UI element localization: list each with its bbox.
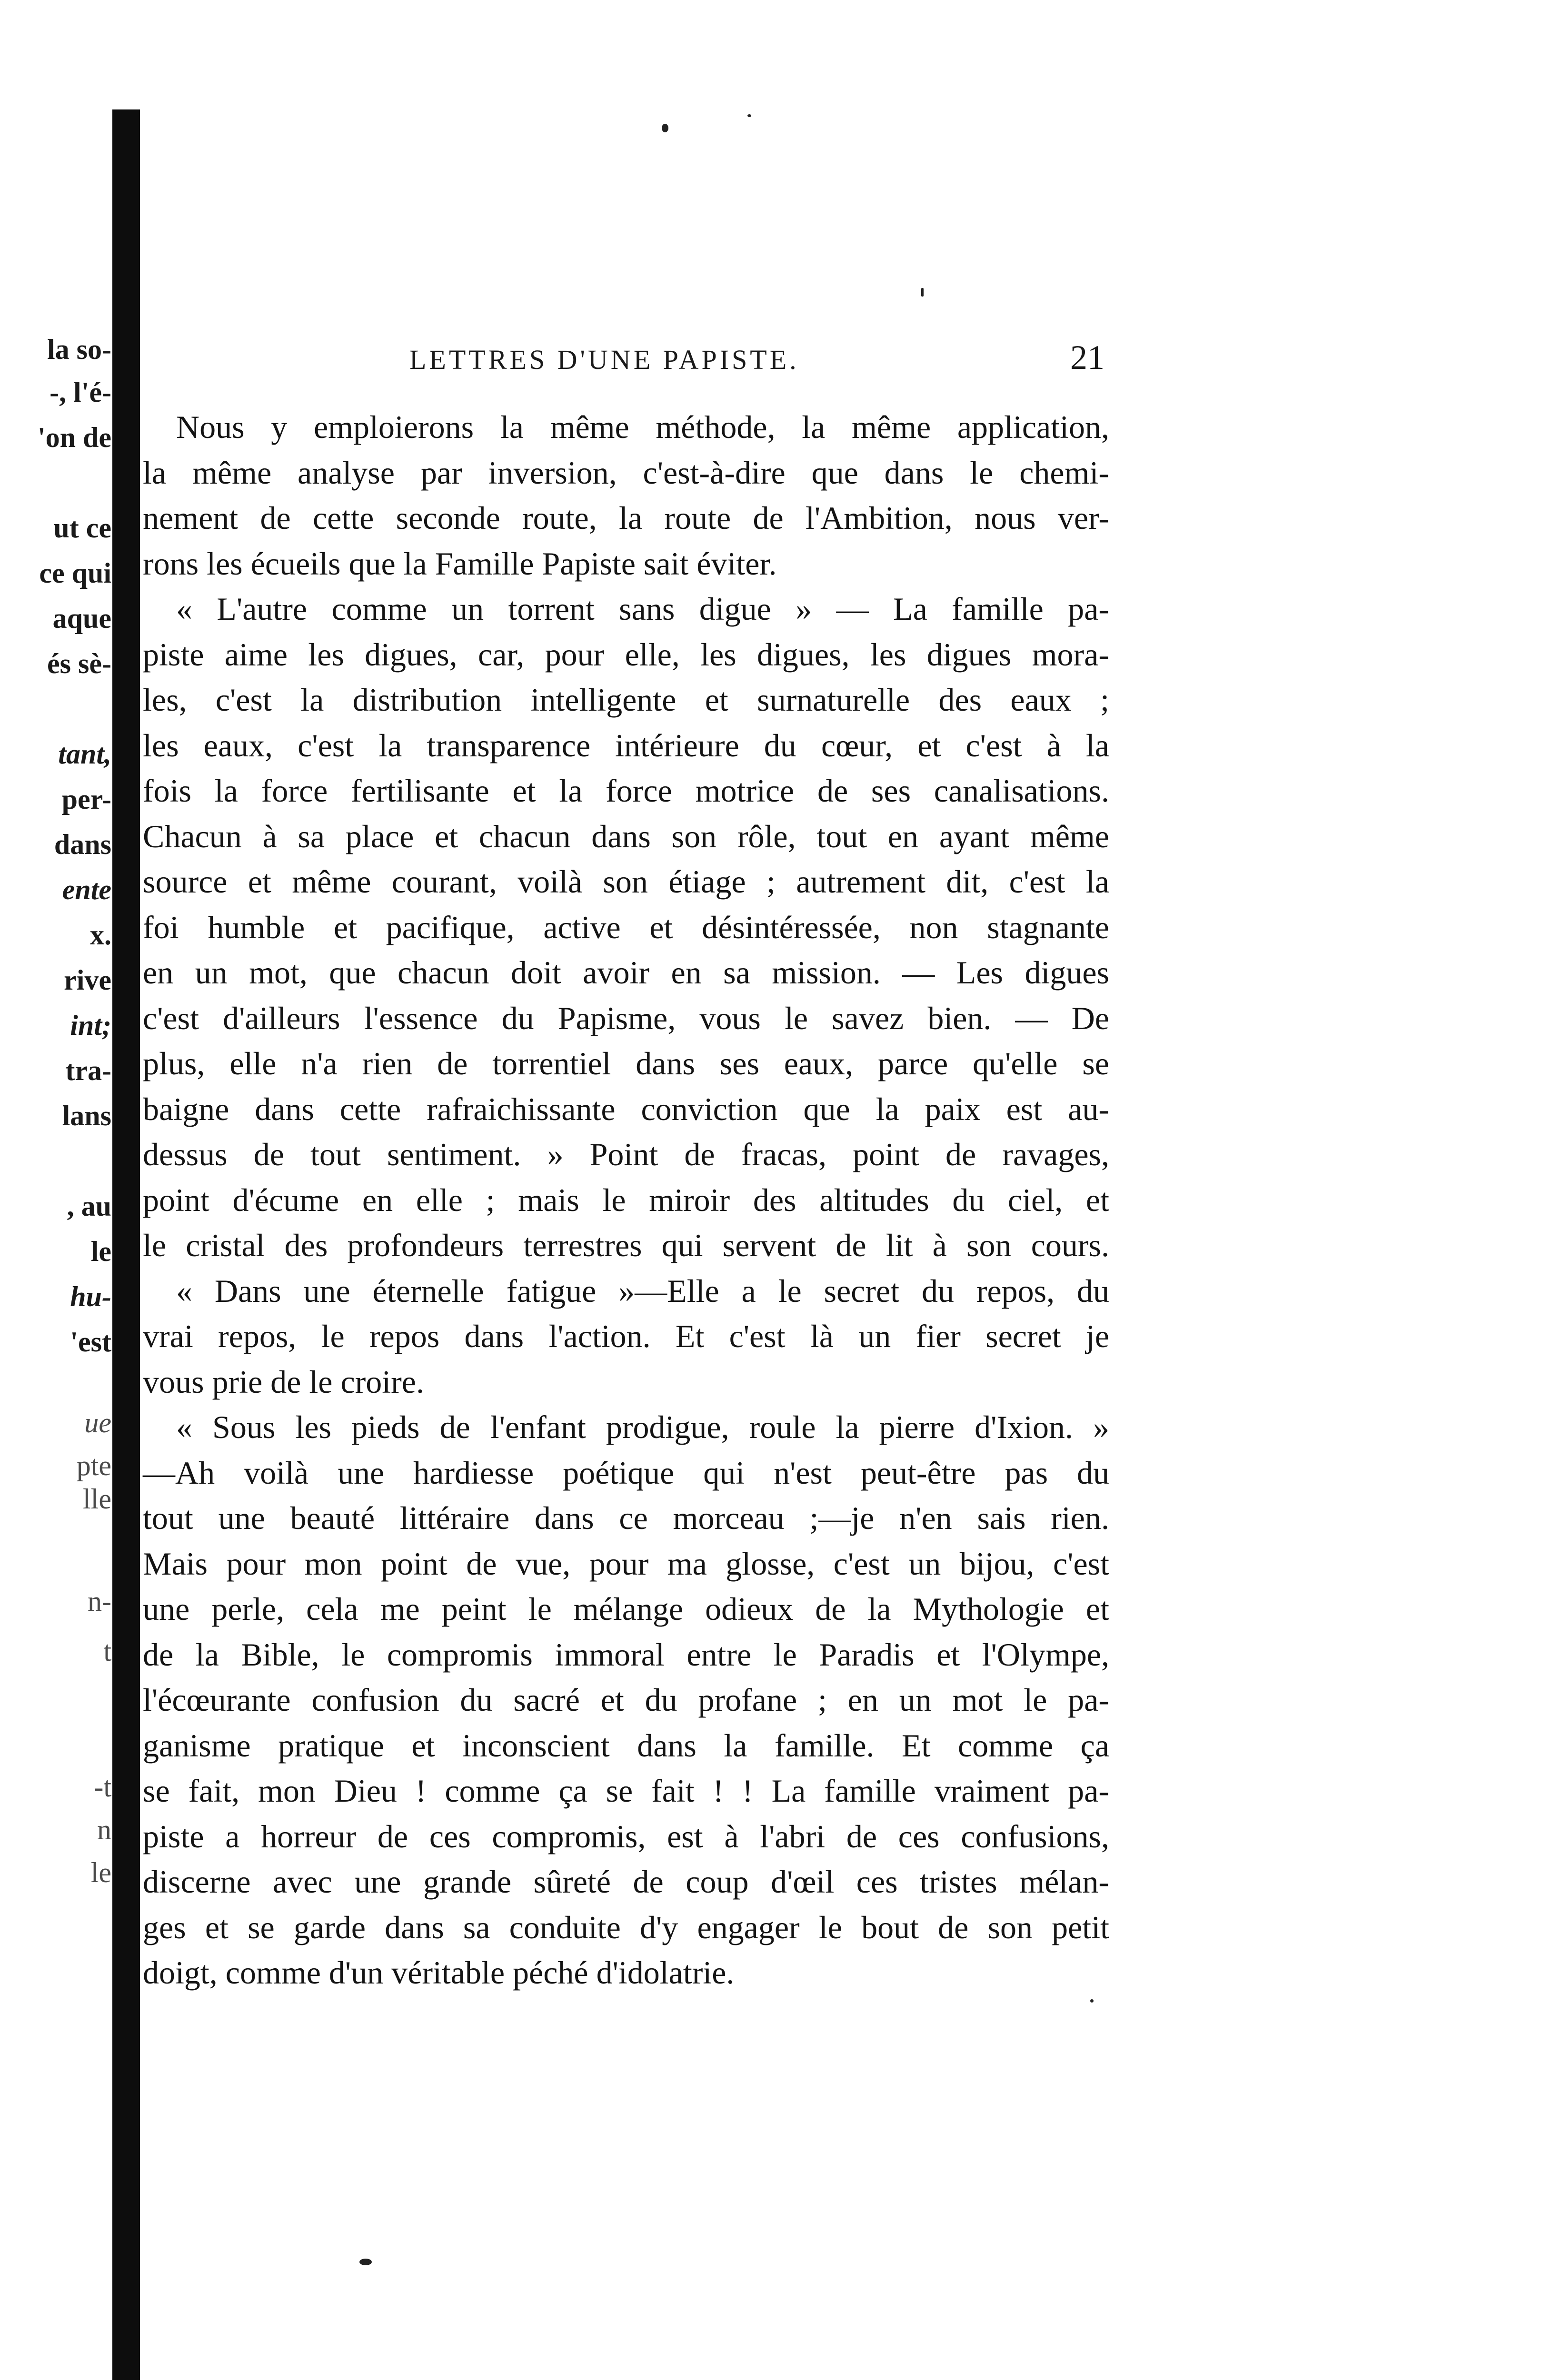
text-line: dessus de tout sentiment. » Point de fracas, point de ravages, [143, 1136, 1109, 1172]
text-line: une perle, cela me peint le mélange odieux de la Mythologie et [143, 1591, 1109, 1627]
text-line: Nous y emploierons la même méthode, la même application, [176, 409, 1109, 445]
ink-speck [1090, 1999, 1094, 2003]
facing-page-bleed [0, 0, 114, 2380]
margin-fragment: lans [62, 1100, 111, 1131]
margin-fragment: x. [90, 919, 111, 951]
margin-fragment: lle [83, 1483, 111, 1515]
margin-fragment: aque [52, 603, 111, 634]
text-line: « Dans une éternelle fatigue »—Elle a le secret du repos, du [176, 1272, 1109, 1309]
margin-fragment: tra- [65, 1055, 111, 1086]
ink-speck [921, 288, 924, 297]
text-line: —Ah voilà une hardiesse poétique qui n'est peut-être pas du [143, 1454, 1109, 1491]
margin-fragment: ue [84, 1407, 111, 1438]
text-line: « Sous les pieds de l'enfant prodigue, roule la pierre d'Ixion. » [176, 1409, 1109, 1445]
binding-shadow [112, 109, 140, 2380]
margin-fragment: hu- [70, 1281, 111, 1312]
text-line: ganisme pratique et inconscient dans la famille. Et comme ça [143, 1727, 1109, 1764]
text-line: ges et se garde dans sa conduite d'y engager le bout de son petit [143, 1909, 1109, 1945]
text-line: vous prie de le croire. [143, 1363, 424, 1400]
text-line: l'écœurante confusion du sacré et du profane ; en un mot le pa- [143, 1682, 1109, 1718]
text-line: piste a horreur de ces compromis, est à l'abri de ces confusions, [143, 1818, 1109, 1854]
page-number: 21 [1070, 338, 1104, 377]
text-line: rons les écueils que la Famille Papiste sait éviter. [143, 545, 777, 582]
text-line: Chacun à sa place et chacun dans son rôle, tout en ayant même [143, 818, 1109, 854]
text-line: baigne dans cette rafraichissante conviction que la paix est au- [143, 1091, 1109, 1127]
text-line: se fait, mon Dieu ! comme ça se fait ! ! La famille vraiment pa- [143, 1773, 1109, 1809]
paragraph [143, 405, 1109, 586]
margin-fragment: 'est [70, 1326, 111, 1358]
margin-fragment: pte [76, 1450, 111, 1481]
margin-fragment: tant, [58, 738, 111, 770]
ink-speck [359, 2259, 372, 2265]
ink-speck [747, 114, 751, 117]
margin-fragment: t [103, 1636, 111, 1667]
margin-fragment: -, l'é- [50, 377, 111, 408]
margin-fragment: per- [61, 783, 111, 815]
text-line: c'est d'ailleurs l'essence du Papisme, vous le savez bien. — De [143, 1000, 1109, 1036]
margin-fragment: le [90, 1857, 111, 1888]
margin-fragment: n- [88, 1586, 111, 1617]
margin-fragment: és sè- [47, 648, 111, 679]
text-line: les, c'est la distribution intelligente et surnaturelle des eaux ; [143, 682, 1109, 718]
margin-fragment: n [97, 1814, 111, 1845]
text-line: le cristal des profondeurs terrestres qui servent de lit à son cours. [143, 1227, 1109, 1263]
margin-fragment: le [90, 1236, 111, 1267]
text-line: source et même courant, voilà son étiage ; autrement dit, c'est la [143, 863, 1109, 900]
text-line: la même analyse par inversion, c'est-à-dire que dans le chemi- [143, 454, 1109, 491]
paragraph [143, 1405, 1109, 1996]
text-line: de la Bible, le compromis immoral entre le Paradis et l'Olympe, [143, 1636, 1109, 1673]
text-line: discerne avec une grande sûreté de coup d'œil ces tristes mélan- [143, 1864, 1109, 1900]
ink-speck [662, 124, 668, 132]
text-line: plus, elle n'a rien de torrentiel dans ses eaux, parce qu'elle se [143, 1045, 1109, 1081]
margin-fragment: , au [67, 1190, 111, 1222]
text-line: les eaux, c'est la transparence intérieure du cœur, et c'est à la [143, 727, 1109, 764]
running-header [143, 338, 1104, 390]
text-line: tout une beauté littéraire dans ce morceau ;—je n'en sais rien. [143, 1500, 1109, 1536]
text-line: foi humble et pacifique, active et désintéressée, non stagnante [143, 909, 1109, 945]
text-line: en un mot, que chacun doit avoir en sa mission. — Les digues [143, 954, 1109, 991]
margin-fragment: int; [70, 1010, 111, 1041]
running-title: LETTRES D'UNE PAPISTE. [409, 344, 799, 375]
text-line: vrai repos, le repos dans l'action. Et c'est là un fier secret je [143, 1318, 1109, 1354]
text-line: piste aime les digues, car, pour elle, les digues, les digues mora- [143, 636, 1109, 673]
paragraph [143, 586, 1109, 1269]
text-line: fois la force fertilisante et la force motrice de ses canalisations. [143, 773, 1109, 809]
margin-fragment: rive [64, 964, 111, 996]
margin-fragment: la so- [47, 334, 111, 365]
margin-fragment: dans [54, 829, 111, 860]
margin-fragment: ce qui [39, 557, 111, 589]
text-line: point d'écume en elle ; mais le miroir des altitudes du ciel, et [143, 1181, 1109, 1218]
text-line: « L'autre comme un torrent sans digue » — La famille pa- [176, 591, 1109, 627]
margin-fragment: 'on de [37, 422, 111, 453]
text-line: Mais pour mon point de vue, pour ma glosse, c'est un bijou, c'est [143, 1545, 1109, 1582]
paragraph [143, 1269, 1109, 1405]
text-line: nement de cette seconde route, la route de l'Ambition, nous ver- [143, 500, 1109, 536]
body-text [143, 405, 1109, 1996]
margin-fragment: -t [94, 1771, 111, 1803]
margin-fragment: ente [62, 874, 111, 905]
text-line: doigt, comme d'un véritable péché d'idolatrie. [143, 1954, 735, 1991]
margin-fragment: ut ce [53, 512, 111, 544]
